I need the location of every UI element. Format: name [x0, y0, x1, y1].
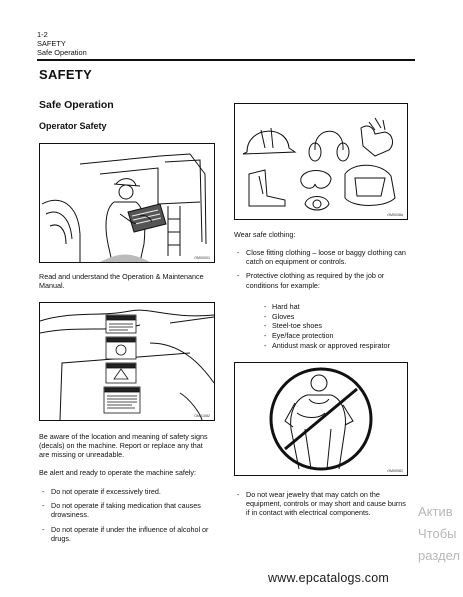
header-subsection: Safe Operation — [37, 48, 87, 57]
clothing-bullet-list — [234, 248, 409, 295]
protective-equipment-illustration — [234, 103, 408, 220]
list-item: - Protective clothing as required by the job or conditions for example: — [234, 271, 409, 289]
figure-id-clothing: OM0038a — [387, 213, 403, 217]
watermark-line-2: Чтобы — [418, 526, 457, 541]
decals-paragraph: Be aware of the location and meaning of safety signs (decals) on the machine. Report or replace any that are missing or unreadable. — [39, 432, 208, 460]
section-heading: Safe Operation — [39, 99, 114, 111]
header-section-number: 1-2 — [37, 30, 48, 39]
steel-toe-boots-icon — [249, 170, 285, 206]
header-section: SAFETY — [37, 39, 66, 48]
list-item: - Gloves — [262, 312, 412, 322]
hard-hat-icon — [243, 131, 295, 154]
safety-decals-illustration — [39, 302, 215, 421]
wear-intro-text: Wear safe clothing: — [234, 230, 296, 239]
list-item: - Hard hat — [262, 302, 412, 312]
list-item: - Do not operate if under the influence of alcohol or drugs. — [39, 525, 215, 543]
ear-muffs-icon — [315, 131, 343, 150]
list-item: - Steel-toe shoes — [262, 321, 412, 331]
no-jewelry-drawing — [235, 363, 407, 475]
list-item: - Eye/face protection — [262, 331, 412, 341]
safety-decals-drawing — [40, 303, 214, 420]
figure-id-decals: OM01082 — [194, 414, 210, 418]
header-rule — [37, 59, 415, 61]
watermark-line-3: раздел — [418, 548, 460, 563]
protective-equipment-drawing — [235, 104, 407, 219]
operator-manual-illustration — [39, 143, 215, 263]
list-item: - Do not operate if taking medication that causes drowsiness. — [39, 501, 215, 519]
watermark-line-1: Актив — [418, 504, 453, 519]
no-jewelry-illustration — [234, 362, 408, 476]
protective-items-list — [262, 302, 412, 351]
site-watermark-link[interactable]: www.epcatalogs.com — [268, 571, 390, 585]
face-shield-icon — [345, 165, 395, 205]
jewelry-bullet-list — [234, 490, 409, 523]
goggles-icon — [301, 171, 331, 189]
alert-paragraph: Be alert and ready to operate the machine safely: — [39, 468, 197, 477]
list-item: - Close fitting clothing – loose or baggy clothing can catch on equipment or controls. — [234, 248, 409, 266]
figure-id-jewelry: OM00082 — [387, 469, 403, 473]
subsection-heading: Operator Safety — [39, 121, 107, 131]
list-item: - Antidust mask or approved respirator — [262, 341, 412, 351]
list-item: - Do not operate if excessively tired. — [39, 487, 215, 496]
list-item: - Do not wear jewelry that may catch on the equipment, controls or may short and cause burns if in contact with electrical components. — [234, 490, 409, 518]
read-manual-text: Read and understand the Operation & Maintenance Manual. — [39, 272, 204, 291]
operator-reading-manual-drawing — [40, 144, 214, 262]
gloves-icon — [361, 126, 392, 156]
figure-id-operator-manual: OM00001 — [194, 256, 210, 260]
page-title: SAFETY — [39, 67, 93, 82]
fitness-bullet-list — [39, 487, 215, 548]
